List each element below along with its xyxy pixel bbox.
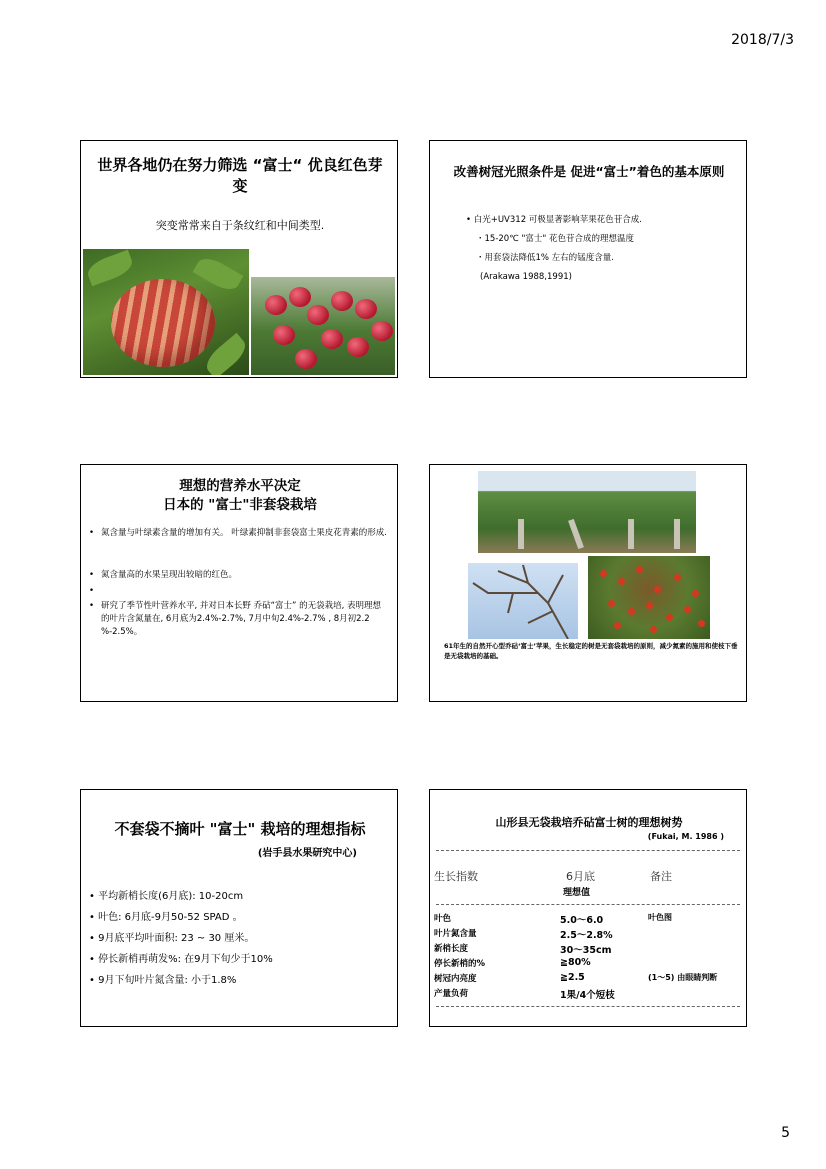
body-line: ・15-20℃ "富士" 花色苷合成的理想温度: [476, 234, 634, 244]
row-value: 2.5～2.8%: [560, 930, 613, 941]
bullet-text: 氮含量与叶绿素含量的增加有关。 叶绿素抑制非套袋富士果皮花青素的形成.: [101, 528, 387, 538]
row-note: 叶色图: [648, 913, 672, 922]
bullet-item: [89, 600, 389, 639]
fruiting-tree-photo: [588, 556, 710, 639]
apple-cluster-photo: [251, 277, 395, 375]
bullet-mark: •: [89, 601, 95, 611]
index-list: [89, 886, 273, 991]
divider: [436, 850, 740, 851]
row-value: 1果/4个短枝: [560, 990, 615, 1001]
list-item: • 9月下旬叶片氮含量: 小于1.8%: [89, 975, 237, 986]
slide-title: 改善树冠光照条件是 促进“富士”着色的基本原则: [453, 164, 725, 179]
list-item: • 停长新梢再萌发%: 在9月下旬少于10%: [89, 954, 273, 965]
header-note: 备注: [650, 870, 672, 883]
body-line: (Arakawa 1988,1991): [480, 272, 572, 282]
bullet-mark: •: [89, 528, 95, 538]
row-name: 产量负荷: [434, 989, 469, 999]
striped-apple-photo: [83, 249, 249, 375]
slide-orchard-photos: [429, 464, 747, 702]
slide-ideal-indices: [80, 789, 398, 1027]
page-number: 5: [781, 1125, 790, 1141]
slide-nutrition: [80, 464, 398, 702]
slide-light-conditions: [429, 140, 747, 378]
row-note: (1～5) 由眼睛判断: [648, 973, 718, 982]
table-row: [434, 957, 744, 971]
list-item: • 平均新梢长度(6月底): 10-20cm: [89, 891, 244, 902]
header-value: 6月底: [566, 870, 595, 883]
bullet-text: 氮含量高的水果呈现出较暗的红色。: [101, 570, 238, 580]
bullet-mark: •: [89, 586, 95, 596]
orchard-photo: [478, 471, 696, 553]
body-line: • 白光+UV312 可极显著影响苹果花色苷合成.: [466, 215, 643, 225]
bare-tree-photo: [468, 563, 578, 639]
row-value: ≧2.5: [560, 972, 585, 983]
slide-source: (岩手县水果研究中心): [257, 848, 357, 859]
apple-fruit: [111, 279, 215, 367]
table-row: [434, 987, 744, 1001]
slide-yamagata-table: [429, 789, 747, 1027]
body-line: ・用套袋法降低1% 左右的锰度含量.: [476, 253, 614, 263]
bullet-mark: •: [89, 570, 95, 580]
slide-title: 不套袋不摘叶 "富士" 栽培的理想指标: [114, 820, 366, 838]
page-date: 2018/7/3: [731, 32, 794, 48]
slide-subtitle: 突变常常来自于条纹红和中间类型.: [155, 219, 325, 232]
row-name: 停长新梢的%: [434, 959, 486, 969]
title-line: 理想的营养水平决定: [179, 478, 301, 494]
row-name: 叶片氮含量: [434, 929, 477, 939]
table-row: [434, 912, 744, 926]
divider: [436, 1006, 740, 1007]
list-item: • 9月底平均叶面积: 23 ~ 30 厘米。: [89, 933, 255, 944]
list-item: • 叶色: 6月底-9月50-52 SPAD 。: [89, 912, 243, 923]
slide-body: [466, 211, 642, 287]
table-row: [434, 972, 744, 986]
row-name: 叶色: [434, 914, 452, 924]
divider: [436, 904, 740, 905]
photo-caption: 61年生的自然开心型乔砧‘富士’苹果，生长稳定的树是无套袋栽培的原则，减少氮素的施用和使枝下垂是无袋栽培的基础。: [444, 642, 738, 660]
slide-title: [81, 477, 398, 515]
header-index: 生长指数: [434, 870, 478, 883]
slide-title: 世界各地仍在努力筛选 “富士“ 优良红色芽变: [97, 156, 383, 195]
row-value: 30～35cm: [560, 945, 612, 956]
bullet-text: 研究了季节性叶营养水平, 并对日本长野 乔砧“富士” 的无袋栽培, 表明理想的叶片含氮量在, 6月底为2.4%-2.7%, 7月中旬2.4%-2.7% , 8月初2.2 %-2.5%。: [101, 601, 382, 637]
slide-citation: (Fukai, M. 1986 ): [647, 832, 724, 841]
table-row: [434, 942, 744, 956]
title-line: 日本的 "富士"非套袋栽培: [163, 497, 317, 513]
bullet-item: [89, 569, 389, 582]
row-name: 新梢长度: [434, 944, 469, 954]
bullet-item: [89, 527, 389, 540]
row-name: 树冠内亮度: [434, 974, 477, 984]
slide-red-sports: [80, 140, 398, 378]
row-value: 5.0～6.0: [560, 915, 604, 926]
header-value-sub: 理想值: [563, 888, 591, 898]
row-value: ≧80%: [560, 957, 591, 968]
slide-title: 山形县无袋栽培乔砧富士树的理想树势: [495, 816, 683, 829]
table-row: [434, 927, 744, 941]
